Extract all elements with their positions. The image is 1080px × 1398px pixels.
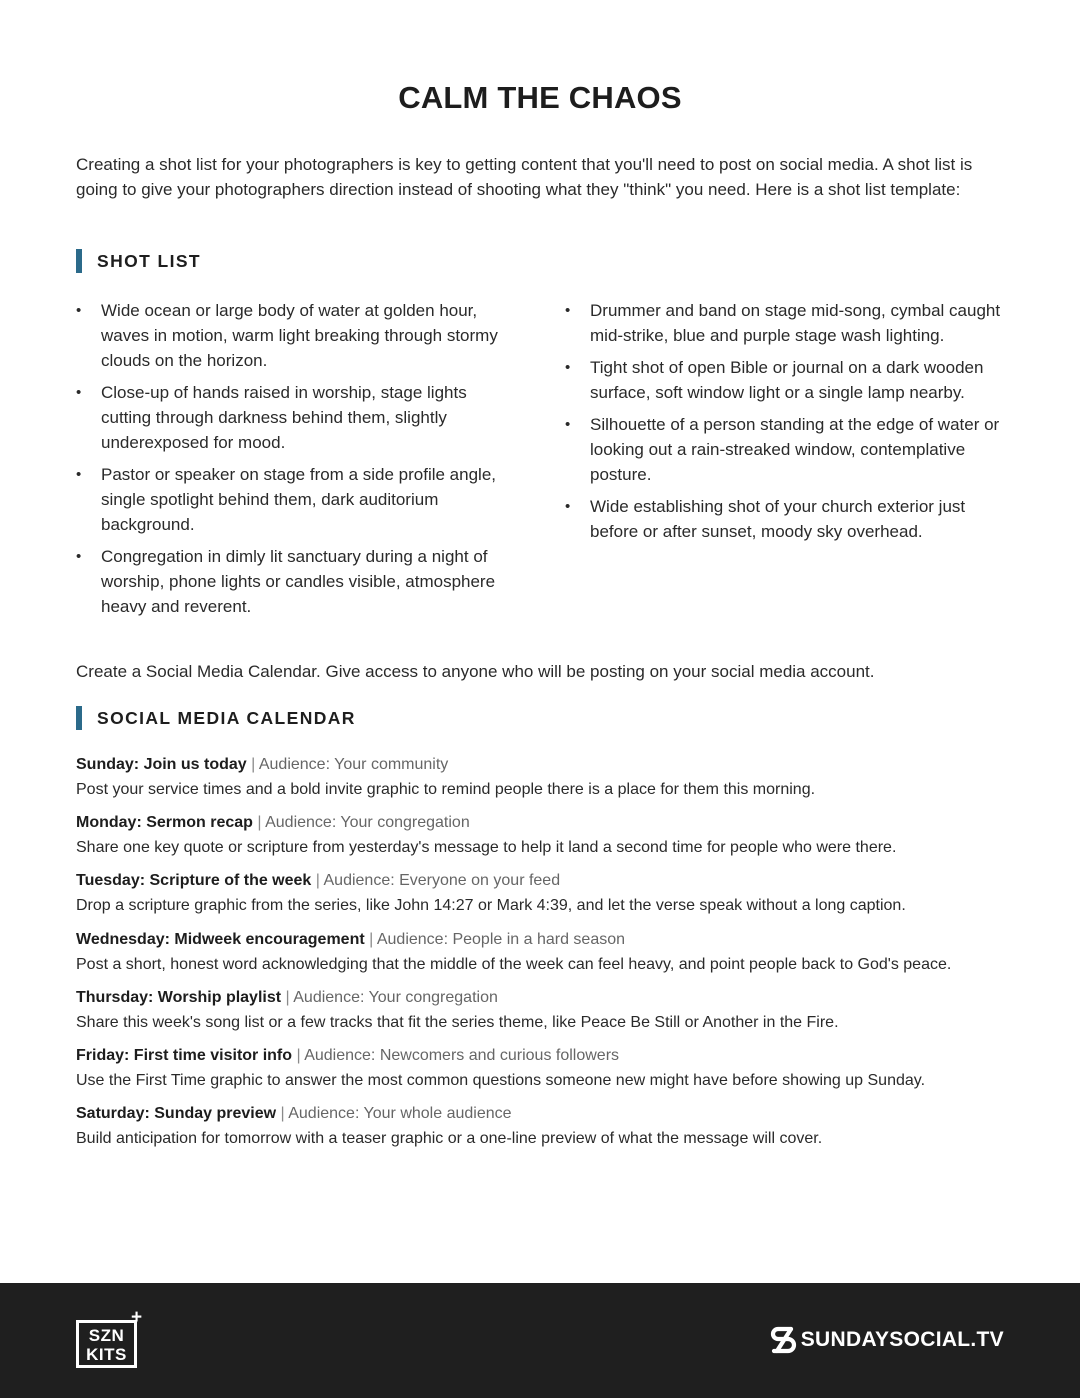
calendar-entry-friday bbox=[76, 1043, 1036, 1101]
separator: | bbox=[285, 988, 290, 1006]
list-item-text: Pastor or speaker on stage from a side profile angle, single spotlight behind them, dark auditorium background. bbox=[101, 465, 496, 534]
list-item bbox=[565, 298, 1010, 348]
bullet-icon: • bbox=[565, 498, 571, 515]
list-item bbox=[76, 462, 516, 537]
calendar-entry-sunday bbox=[76, 752, 1036, 810]
bullet-icon: • bbox=[76, 302, 82, 319]
calendar-description: Build anticipation for tomorrow with a teaser graphic or a one-line preview of what the message will cover. bbox=[76, 1130, 823, 1148]
calendar-description: Use the First Time graphic to answer the most common questions someone new might have before showing up Sunday. bbox=[76, 1071, 926, 1089]
sunday-social-brand bbox=[769, 1323, 1004, 1357]
list-item-text: Drummer and band on stage mid-song, cymbal caught mid-strike, blue and purple stage wash lighting. bbox=[590, 301, 1001, 345]
calendar-day: Monday: Sermon recap bbox=[76, 814, 253, 832]
list-item bbox=[76, 380, 516, 455]
list-item bbox=[565, 412, 1010, 487]
calendar-audience: Audience: Your whole audience bbox=[288, 1105, 512, 1123]
list-item-text: Silhouette of a person standing at the edge of water or looking out a rain-streaked window, contemplative posture. bbox=[590, 415, 1000, 484]
shot-list-heading: SHOT LIST bbox=[76, 249, 201, 273]
calendar-description: Share this week's song list or a few tracks that fit the series theme, like Peace Be Still or Another in the Fire. bbox=[76, 1013, 839, 1031]
calendar-day: Saturday: Sunday preview bbox=[76, 1105, 277, 1123]
calendar-description: Post a short, honest word acknowledging that the middle of the week can feel heavy, and point people back to God's peace. bbox=[76, 955, 952, 973]
shot-list-left-column bbox=[76, 298, 516, 626]
bullet-icon: • bbox=[76, 466, 82, 483]
szn-kits-logo-box bbox=[76, 1320, 137, 1368]
calendar-audience: Audience: Your community bbox=[258, 756, 449, 773]
calendar-intro: Create a Social Media Calendar. Give access to anyone who will be posting on your social media account. bbox=[76, 662, 875, 681]
szn-kits-logo bbox=[76, 1307, 143, 1369]
separator: | bbox=[251, 756, 256, 773]
bullet-icon: • bbox=[565, 416, 571, 433]
calendar-description: Post your service times and a bold invite graphic to remind people there is a place for them this morning. bbox=[76, 781, 816, 798]
separator: | bbox=[315, 872, 320, 890]
calendar-day: Wednesday: Midweek encouragement bbox=[76, 930, 365, 948]
list-item bbox=[565, 494, 1010, 544]
szn-kits-logo-line2: KITS bbox=[86, 1345, 127, 1364]
list-item-text: Wide establishing shot of your church exterior just before or after sunset, moody sky overhead. bbox=[590, 497, 966, 541]
s-logo-icon bbox=[769, 1324, 797, 1356]
calendar-list bbox=[76, 752, 1036, 1159]
list-item-text: Tight shot of open Bible or journal on a dark wooden surface, soft window light or a single lamp nearby. bbox=[590, 358, 984, 402]
calendar-day: Tuesday: Scripture of the week bbox=[76, 872, 312, 890]
separator: | bbox=[369, 930, 374, 948]
plus-icon: + bbox=[131, 1307, 143, 1328]
bullet-icon: • bbox=[76, 384, 82, 401]
footer bbox=[0, 1283, 1080, 1398]
brand-text: SUNDAYSOCIAL.TV bbox=[800, 1328, 1004, 1351]
list-item bbox=[76, 544, 516, 619]
calendar-description: Share one key quote or scripture from yesterday's message to help it land a second time for people who were there. bbox=[76, 839, 897, 857]
separator: | bbox=[280, 1105, 285, 1123]
calendar-day: Thursday: Worship playlist bbox=[76, 988, 282, 1006]
list-item-text: Close-up of hands raised in worship, stage lights cutting through darkness behind them, slightly underexposed for mood. bbox=[101, 383, 467, 452]
calendar-audience: Audience: People in a hard season bbox=[376, 930, 626, 948]
bullet-icon: • bbox=[565, 359, 571, 376]
calendar-entry-monday bbox=[76, 810, 1036, 868]
list-item-text: Wide ocean or large body of water at golden hour, waves in motion, warm light breaking through stormy clouds on the horizon. bbox=[101, 301, 498, 370]
calendar-audience: Audience: Your congregation bbox=[265, 814, 470, 832]
calendar-entry-thursday bbox=[76, 985, 1036, 1043]
list-item bbox=[565, 355, 1010, 405]
szn-kits-logo-line1: SZN bbox=[88, 1326, 125, 1345]
calendar-entry-tuesday bbox=[76, 868, 1036, 926]
list-item bbox=[76, 298, 516, 373]
calendar-entry-wednesday bbox=[76, 927, 1036, 985]
shot-list-right-column bbox=[565, 298, 1010, 551]
calendar-day: Sunday: Join us today bbox=[76, 756, 247, 773]
calendar-audience: Audience: Your congregation bbox=[293, 988, 498, 1006]
calendar-audience: Audience: Newcomers and curious followers bbox=[304, 1046, 620, 1064]
bullet-icon: • bbox=[565, 302, 571, 319]
separator: | bbox=[257, 814, 262, 832]
calendar-heading: SOCIAL MEDIA CALENDAR bbox=[76, 706, 356, 730]
calendar-day: Friday: First time visitor info bbox=[76, 1046, 293, 1064]
separator: | bbox=[296, 1046, 301, 1064]
calendar-description: Drop a scripture graphic from the series, like John 14:27 or Mark 4:39, and let the verse speak without a long caption. bbox=[76, 897, 906, 915]
intro-paragraph: Creating a shot list for your photographers is key to getting content that you'll need to post on social media. A shot list is going to give your photographers direction instead of shooting what they "think" you need. Here is a shot list template: bbox=[76, 155, 973, 199]
bullet-icon: • bbox=[76, 548, 82, 565]
calendar-audience: Audience: Everyone on your feed bbox=[323, 872, 561, 890]
list-item-text: Congregation in dimly lit sanctuary during a night of worship, phone lights or candles visible, atmosphere heavy and reverent. bbox=[101, 547, 496, 616]
calendar-entry-saturday bbox=[76, 1101, 1036, 1159]
page-title: CALM THE CHAOS bbox=[398, 80, 682, 115]
